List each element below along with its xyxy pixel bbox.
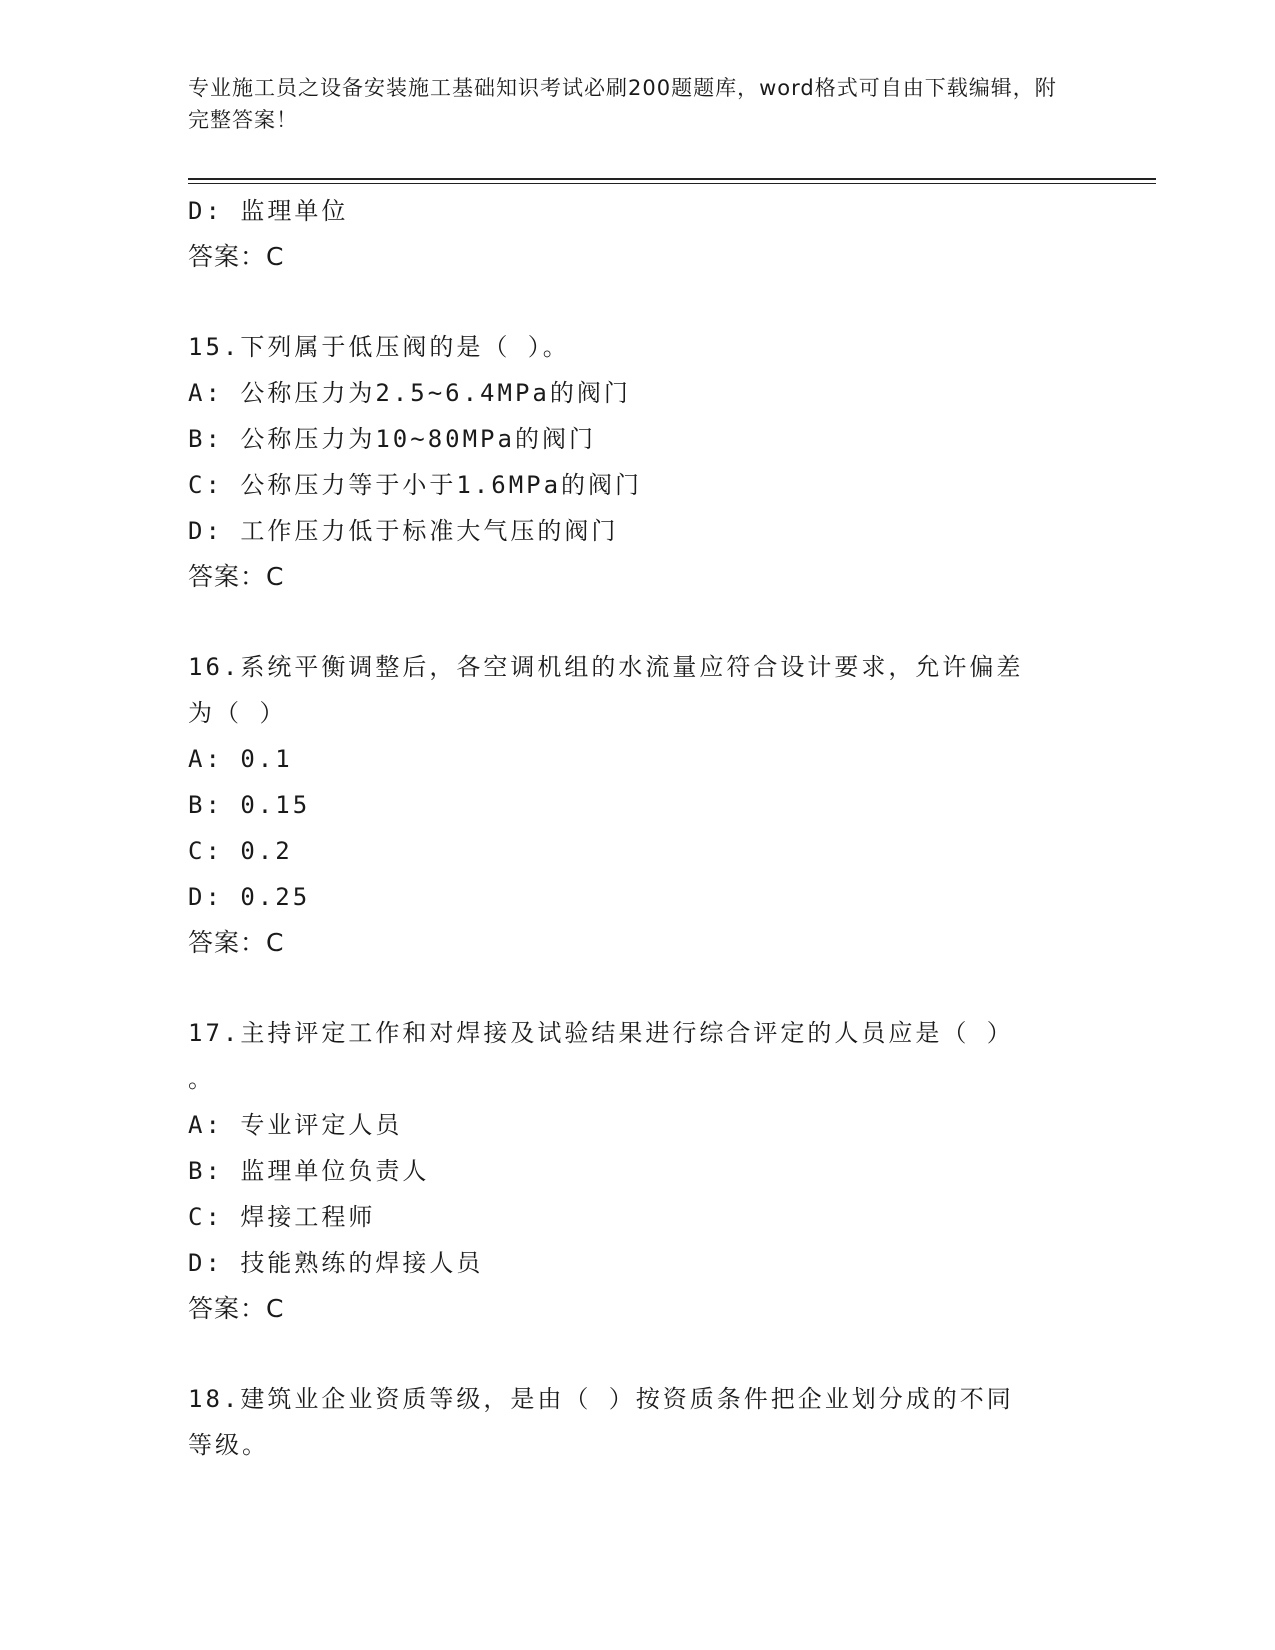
answer-line: 答案：C bbox=[188, 1294, 285, 1323]
option-c: C: 公称压力等于小于1.6MPa的阀门 bbox=[188, 471, 643, 499]
question-stem-line-1: 16.系统平衡调整后，各空调机组的水流量应符合设计要求，允许偏差 bbox=[188, 653, 1024, 681]
option-d: D: 监理单位 bbox=[188, 197, 349, 225]
option-d: D: 工作压力低于标准大气压的阀门 bbox=[188, 517, 619, 545]
spacer bbox=[188, 1332, 1088, 1376]
document-body bbox=[188, 188, 1088, 1468]
option-b: B: 监理单位负责人 bbox=[188, 1157, 430, 1185]
spacer bbox=[188, 600, 1088, 644]
option-d: D: 0.25 bbox=[188, 883, 311, 911]
answer-line: 答案：C bbox=[188, 242, 285, 271]
option-a: A: 公称压力为2.5~6.4MPa的阀门 bbox=[188, 379, 631, 407]
header-rule-thin bbox=[188, 183, 1156, 184]
spacer bbox=[188, 966, 1088, 1010]
answer-line: 答案：C bbox=[188, 562, 285, 591]
question-16 bbox=[188, 644, 1088, 966]
option-a: A: 0.1 bbox=[188, 745, 293, 773]
header-rule-thick bbox=[188, 178, 1156, 180]
spacer bbox=[188, 280, 1088, 324]
question-stem-line-2: 为（ ） bbox=[188, 699, 287, 727]
option-b: B: 0.15 bbox=[188, 791, 311, 819]
option-c: C: 焊接工程师 bbox=[188, 1203, 376, 1231]
question-14-tail bbox=[188, 188, 1088, 280]
question-17 bbox=[188, 1010, 1088, 1332]
question-stem-line-2: 。 bbox=[188, 1065, 215, 1093]
question-stem-line-1: 17.主持评定工作和对焊接及试验结果进行综合评定的人员应是（ ） bbox=[188, 1019, 1014, 1047]
answer-line: 答案：C bbox=[188, 928, 285, 957]
question-stem-line-2: 等级。 bbox=[188, 1431, 269, 1459]
option-d: D: 技能熟练的焊接人员 bbox=[188, 1249, 484, 1277]
option-b: B: 公称压力为10~80MPa的阀门 bbox=[188, 425, 596, 453]
question-stem-line-1: 18.建筑业企业资质等级，是由（ ）按资质条件把企业划分成的不同 bbox=[188, 1385, 1014, 1413]
option-a: A: 专业评定人员 bbox=[188, 1111, 403, 1139]
question-15 bbox=[188, 324, 1088, 600]
question-stem: 15.下列属于低压阀的是（ ）。 bbox=[188, 333, 570, 361]
option-c: C: 0.2 bbox=[188, 837, 293, 865]
document-header: 专业施工员之设备安装施工基础知识考试必刷200题题库，word格式可自由下载编辑，附完整答案！ bbox=[188, 76, 1057, 132]
question-18 bbox=[188, 1376, 1088, 1468]
